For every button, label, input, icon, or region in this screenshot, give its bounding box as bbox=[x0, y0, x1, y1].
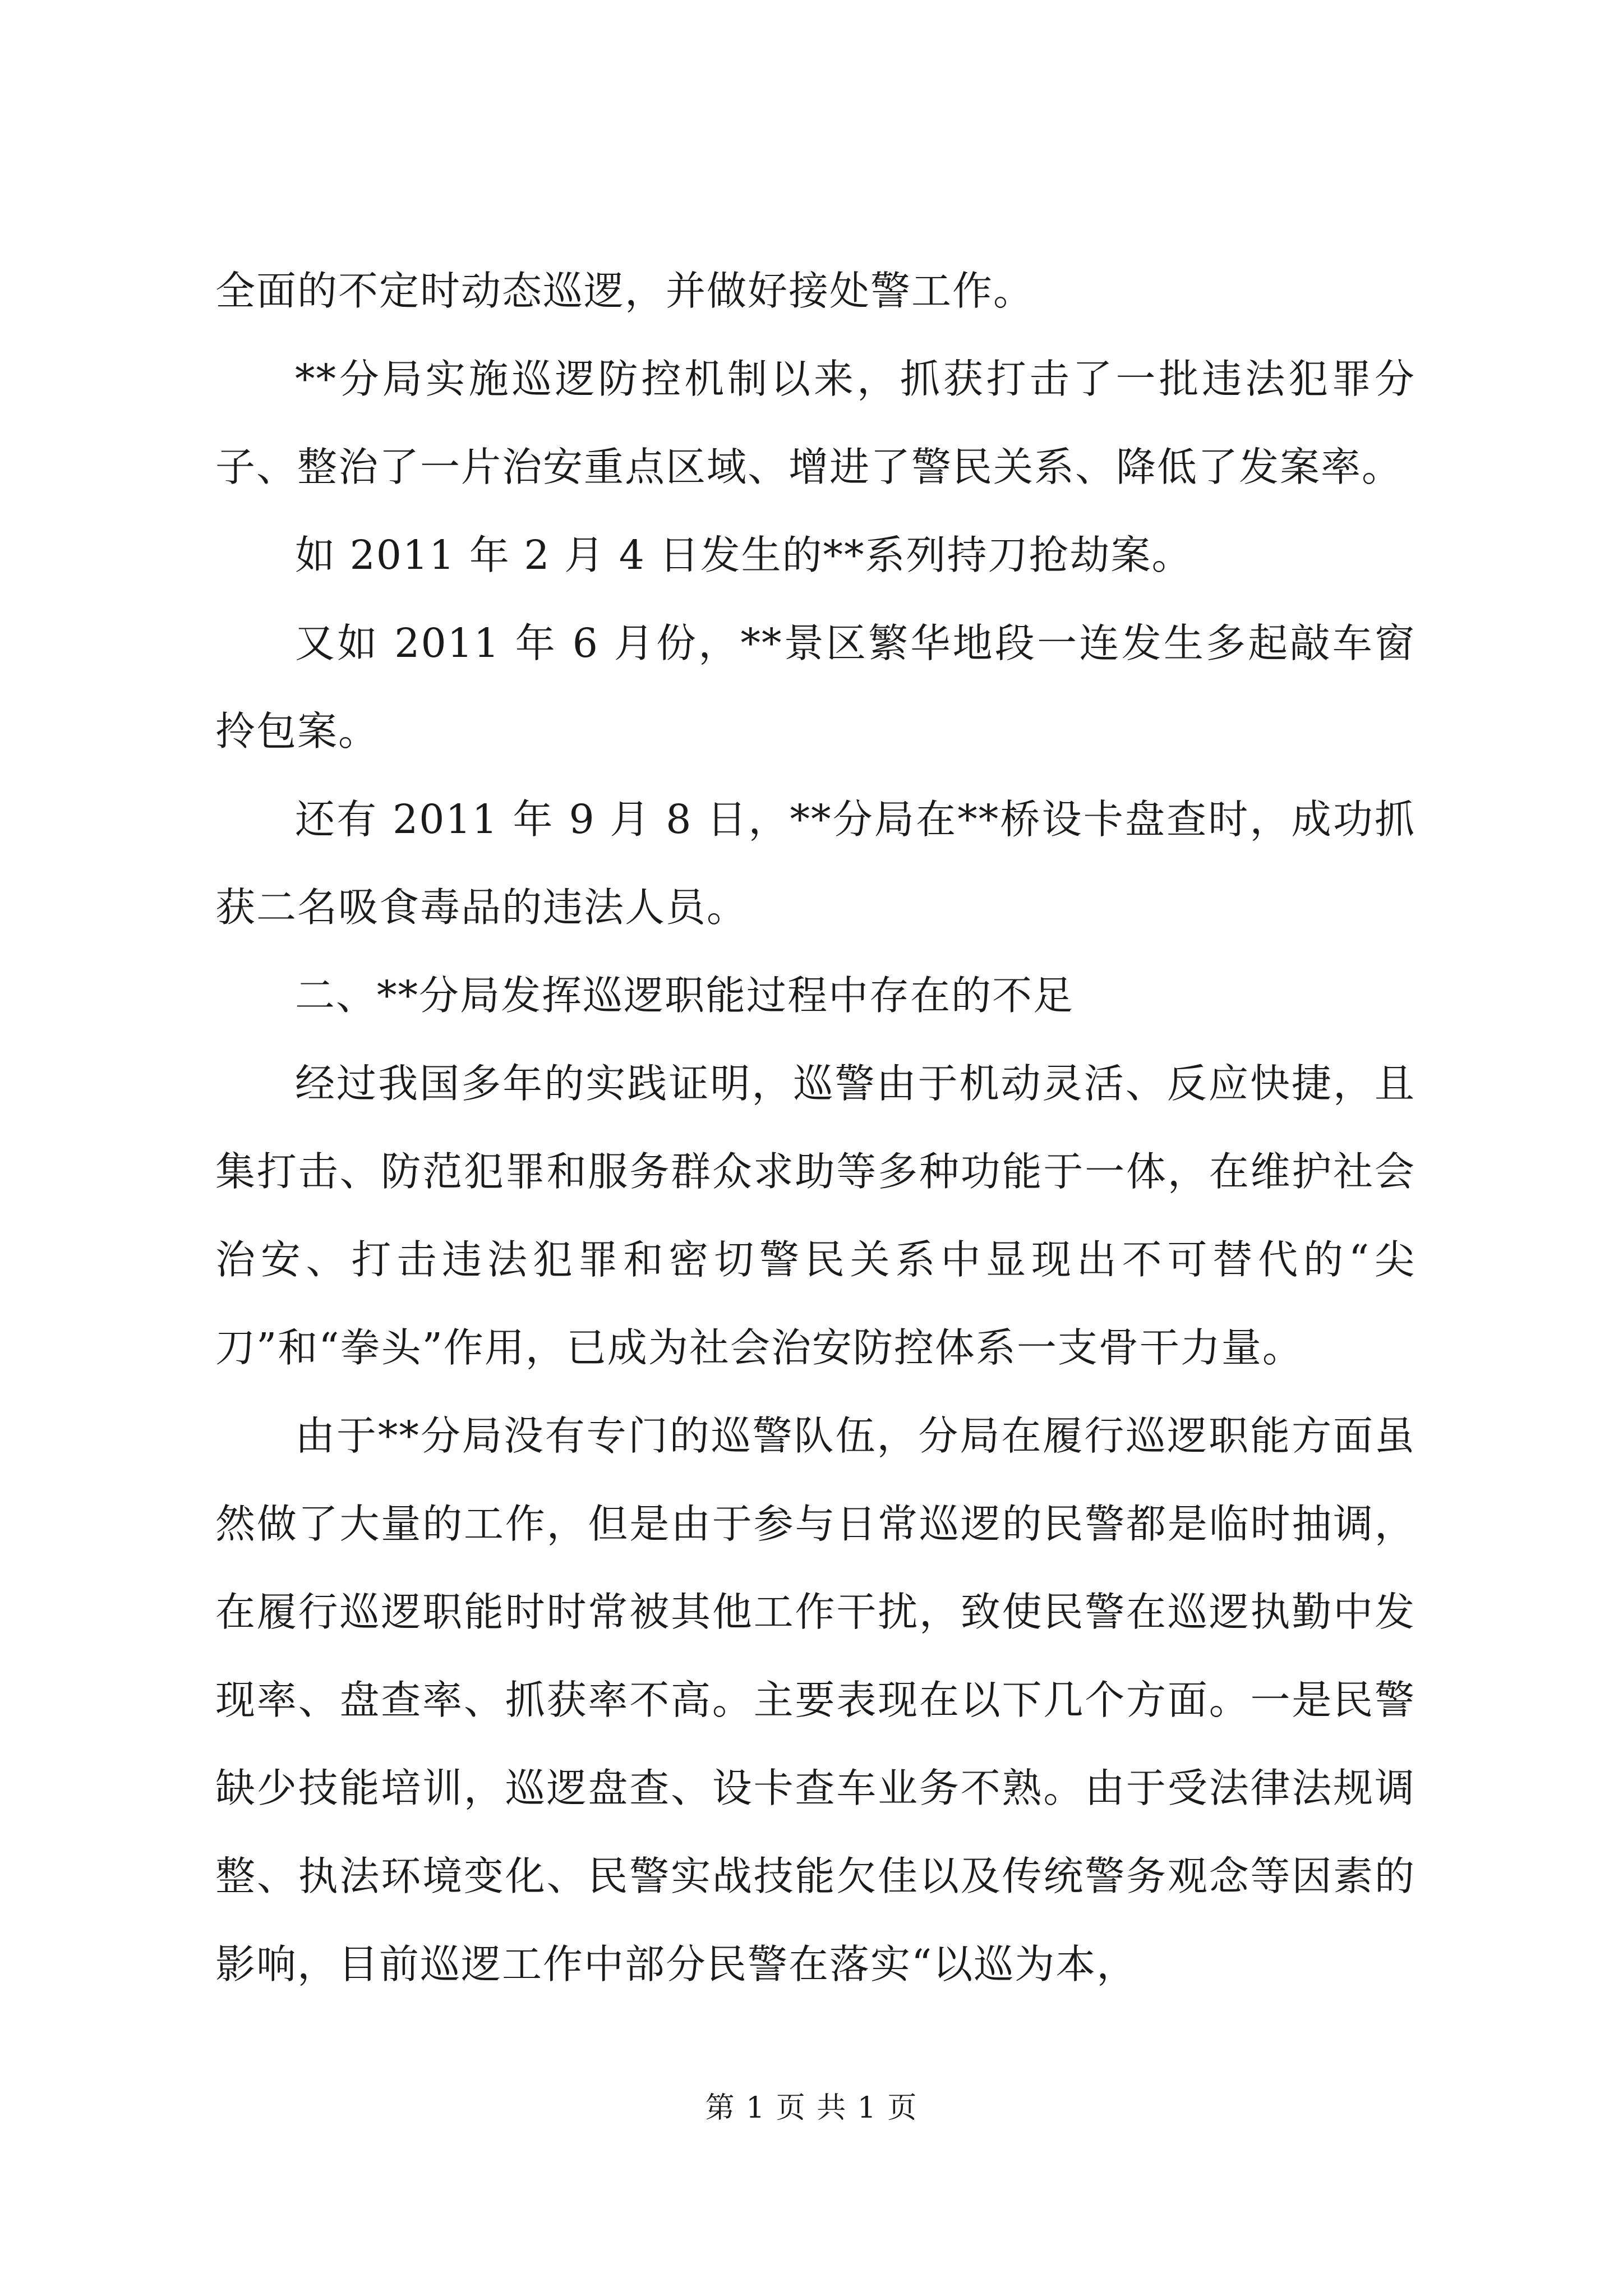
section-heading: 二、**分局发挥巡逻职能过程中存在的不足 bbox=[295, 972, 1075, 1019]
paragraph: 还有 2011 年 9 月 8 日，**分局在**桥设卡盘查时，成功抓获二名吸食毒品的违法人员。 bbox=[215, 796, 1415, 931]
paragraph: 经过我国多年的实践证明，巡警由于机动灵活、反应快捷，且集打击、防范犯罪和服务群众求助等多种功能于一体，在维护社会治安、打击违法犯罪和密切警民关系中显现出不可替代的“尖刀”和“拳头”作用，已成为社会治安防控体系一支骨干力量。 bbox=[215, 1060, 1415, 1371]
paragraph: 如 2011 年 2 月 4 日发生的**系列持刀抢劫案。 bbox=[295, 532, 1193, 578]
paragraph: 又如 2011 年 6 月份，**景区繁华地段一连发生多起敲车窗拎包案。 bbox=[215, 620, 1415, 754]
paragraph-continuation: 全面的不定时动态巡逻，并做好接处警工作。 bbox=[215, 268, 1035, 314]
paragraph: 由于**分局没有专门的巡警队伍，分局在履行巡逻职能方面虽然做了大量的工作，但是由于参与日常巡逻的民警都是临时抽调，在履行巡逻职能时时常被其他工作干扰，致使民警在巡逻执勤中发现率、盘查率、抓获率不高。主要表现在以下几个方面。一是民警缺少技能培训，巡逻盘查、设卡查车业务不熟。由于受法律法规调整、执法环境变化、民警实战技能欠佳以及传统警务观念等因素的影响，目前巡逻工作中部分民警在落实“以巡为本， bbox=[215, 1412, 1415, 1987]
paragraph: **分局实施巡逻防控机制以来，抓获打击了一批违法犯罪分子、整治了一片治安重点区域、增进了警民关系、降低了发案率。 bbox=[215, 356, 1415, 490]
page-footer: 第 1 页 共 1 页 bbox=[705, 2091, 918, 2125]
document-body bbox=[215, 247, 1415, 2008]
